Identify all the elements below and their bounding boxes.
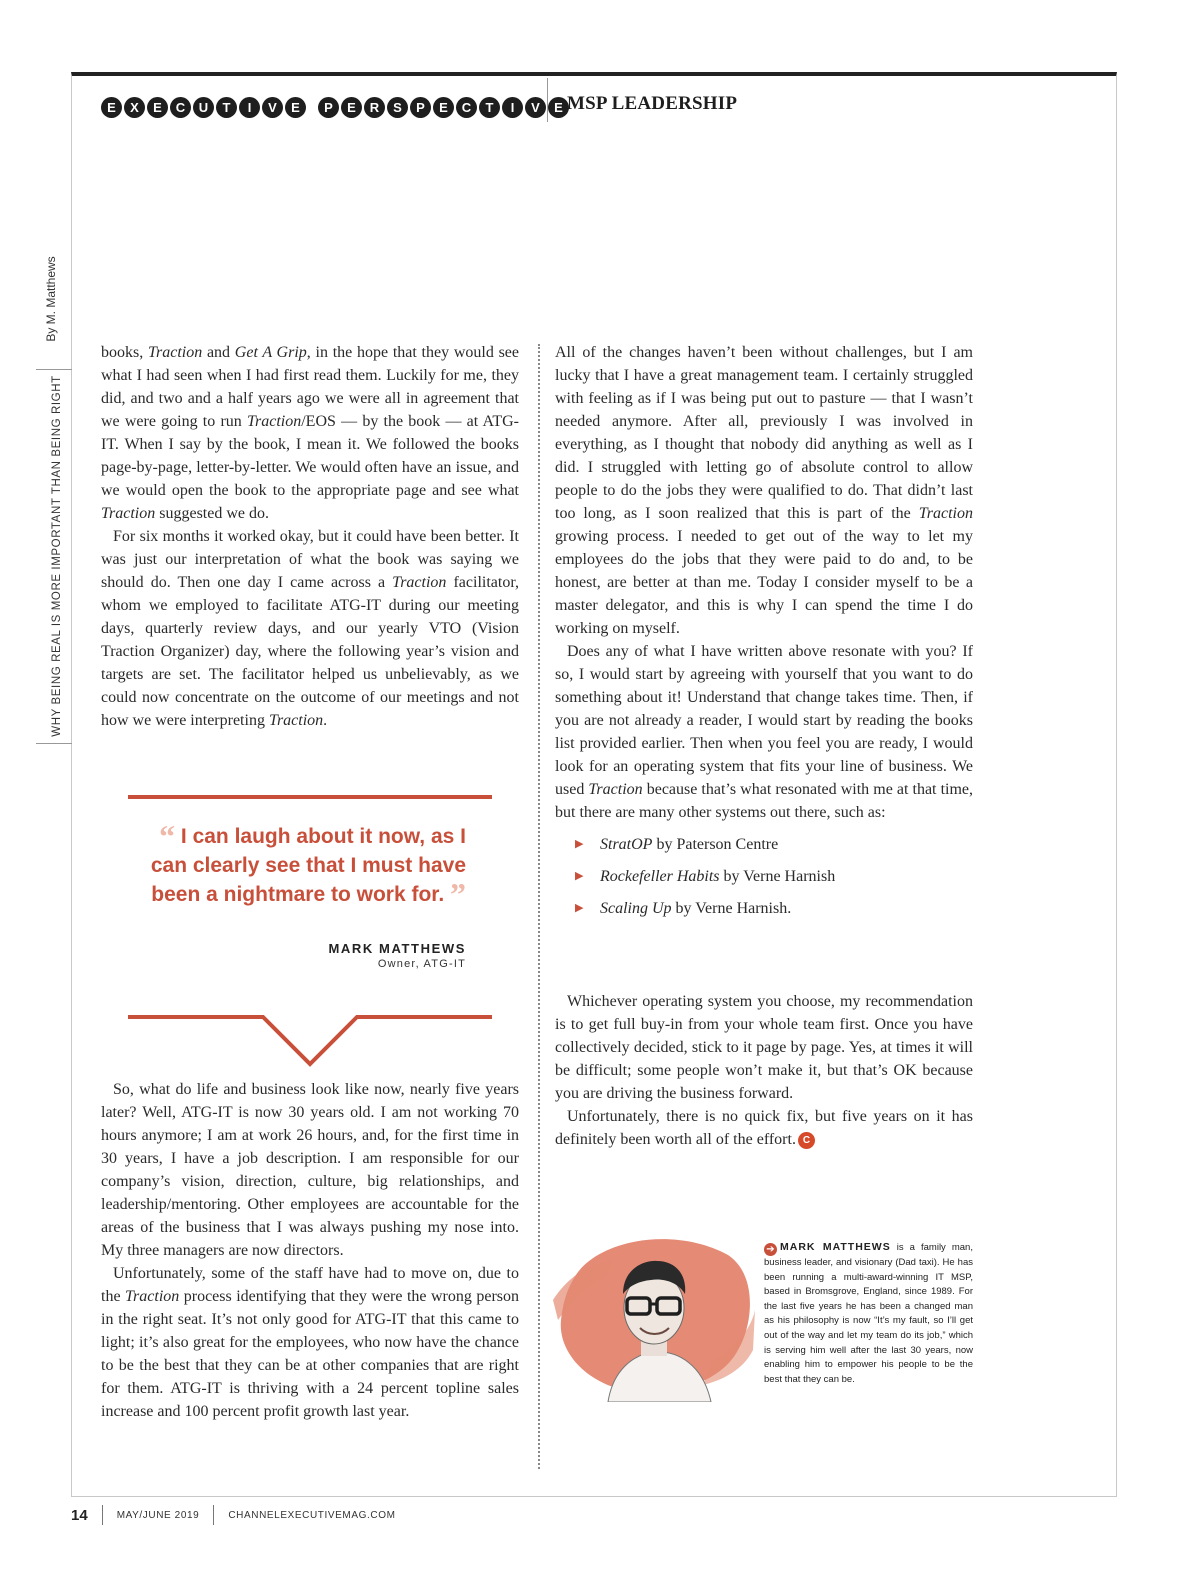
- paragraph: Whichever operating system you choose, my recommendation is to get full buy-in from your whole team first. Once you have collectively decided, stick to it page by page. Yes, at times it will be difficult; some people won’t make it, but that’s OK because you are driving the business forward.: [555, 993, 973, 1102]
- author-bio: ➔ MARK MATTHEWS is a family man, business leader, and visionary (Dad taxi). He has been running a multi-award-winning IT MSP, based in Bromsgrove, England, since 1989. For the last five years he has been a changed man as his philosophy is now “It’s my fault, so I’ll get out of the way and let my team do its job,” which is serving him well after the last 30 years, now enabling him to empower his people to be the best that they can be.: [764, 1241, 973, 1385]
- kicker-executive: [101, 97, 306, 118]
- paragraph: books, Traction and Get A Grip, in the hope that they would see what I had seen when I had first read them. Luckily for me, they did, and two and a half years ago we were all in agreement that we were going to run Traction/EOS — by the book — at ATG-IT. When I say by the book, I mean it. We followed the books page-by-page, letter-by-letter. We would often have an issue, and we would open the book to the appropriate page and see what Traction suggested we do.: [101, 344, 519, 522]
- kicker-letter: C: [456, 97, 477, 118]
- footer: [71, 1505, 396, 1525]
- triangle-bullet-icon: ▶: [575, 838, 584, 850]
- paragraph: Unfortunately, there is no quick fix, but five years on it has definitely been worth all of the effort. C: [555, 1108, 973, 1148]
- list-item: ▶ Scaling Up by Verne Harnish.: [555, 897, 973, 920]
- kicker-letter: V: [262, 97, 283, 118]
- open-quote-mark: “: [159, 818, 176, 854]
- kicker-letter: T: [479, 97, 500, 118]
- kicker-letter: R: [364, 97, 385, 118]
- paragraph: All of the changes haven’t been without challenges, but I am lucky that I have a great management team. I certainly struggled with feeling as if I was being put out to pasture — that I wasn’t needed anymore. After all, previously I was involved in everything, as I thought that nobody did anything as well as I did. I struggled with letting go of absolute control to allow people to do the jobs they were qualified to do. That didn’t last too long, as I soon realized that this is part of the Traction growing process. I needed to get out of the way to let my employees do the jobs that they were paid to do and, to be honest, are better at than me. Today I consider myself to be a master delegator, and this is why I can spend the time I do working on myself.: [555, 344, 973, 637]
- author-portrait: [553, 1230, 755, 1402]
- kicker-letter: E: [101, 97, 122, 118]
- kicker-letter: U: [193, 97, 214, 118]
- bio-name: MARK MATTHEWS: [780, 1241, 891, 1253]
- kicker-letter: E: [341, 97, 362, 118]
- kicker-letter: P: [410, 97, 431, 118]
- sidebar-rule-top: [36, 369, 72, 370]
- list-item: ▶ Rockefeller Habits by Verne Harnish: [555, 865, 973, 888]
- header-kicker: [101, 92, 569, 122]
- paragraph: For six months it worked okay, but it could have been better. It was just our interpretation of what the book was saying we should do. Then one day I came across a Traction facilitator, whom we employed to facilitate ATG-IT during our meeting days, quarterly review days, and our yearly VTO (Vision Traction Organizer) day, where the following year’s vision and targets are set. The facilitator helped us unbelievably, as we could now concentrate on the outcome of our meetings and not how we were interpreting Traction.: [101, 528, 520, 729]
- pull-quote-name: MARK MATTHEWS: [328, 941, 466, 956]
- kicker-letter: E: [548, 97, 569, 118]
- list-item: ▶ StratOP by Paterson Centre: [555, 833, 973, 856]
- pull-quote-top-rule: [128, 795, 492, 799]
- column-divider: [538, 344, 540, 1469]
- systems-list: [555, 833, 973, 920]
- arrow-right-icon: ➔: [764, 1243, 777, 1256]
- right-column: [555, 341, 973, 929]
- kicker-letter: E: [285, 97, 306, 118]
- end-of-article-icon: C: [798, 1132, 815, 1149]
- issue-date: MAY/JUNE 2019: [116, 1509, 200, 1521]
- byline-vertical: By M. Matthews: [44, 256, 58, 342]
- pull-quote-chevron-rule: [128, 1010, 494, 1072]
- kicker-letter: E: [433, 97, 454, 118]
- kicker-letter: I: [239, 97, 260, 118]
- kicker-perspective: [318, 97, 569, 118]
- left-column-top: [101, 341, 519, 732]
- paragraph: Unfortunately, some of the staff have had to move on, due to the Traction process identifying that they were the wrong person in the right seat. It’s not only good for ATG-IT that this came to light; it’s also great for the employees, who now have the chance to be the best that they can be at other companies that are right for them. ATG-IT is thriving with a 24 percent topline sales increase and 100 percent profit growth last year.: [101, 1265, 520, 1420]
- pull-quote-role: Owner, ATG-IT: [377, 958, 466, 970]
- kicker-letter: P: [318, 97, 339, 118]
- right-column-bottom: [555, 990, 973, 1151]
- footer-separator: [213, 1505, 214, 1525]
- kicker-letter: T: [216, 97, 237, 118]
- kicker-letter: I: [502, 97, 523, 118]
- left-column-bottom: [101, 1078, 519, 1423]
- header-divider: [547, 78, 548, 122]
- footer-separator: [102, 1505, 103, 1525]
- site-url: CHANNELEXECUTIVEMAG.COM: [228, 1509, 396, 1521]
- paragraph: Does any of what I have written above resonate with you? If so, I would start by agreeing with yourself that you want to do something about it! Understand that change takes time. Then, if you are not already a reader, I would start by reading the books list provided earlier. Then when you feel you are ready, I would look for an operating system that fits your line of business. We used Traction because that’s what resonated with me at that time, but there are many other systems out there, such as:: [555, 643, 974, 821]
- kicker-letter: C: [170, 97, 191, 118]
- article-title-vertical: WHY BEING REAL IS MORE IMPORTANT THAN BEING RIGHT: [51, 375, 63, 737]
- kicker-letter: X: [124, 97, 145, 118]
- pull-quote: “ I can laugh about it now, as I can clearly see that I must have been a nightmare to work for. ”: [150, 818, 466, 912]
- section-title: MSP LEADERSHIP: [567, 93, 738, 114]
- paragraph: So, what do life and business look like now, nearly five years later? Well, ATG-IT is now 30 years old. I am not working 70 hours anymore; I am at work 26 hours, and, for the first time in 30 years, I have a job description. I am responsible for our company’s vision, direction, culture, big relationships, and leadership/mentoring. Other employees are accountable for the areas of the business that I was always pushing my nose into. My three managers are now directors.: [101, 1081, 519, 1259]
- triangle-bullet-icon: ▶: [575, 902, 584, 914]
- sidebar-rule-bottom: [36, 743, 72, 744]
- triangle-bullet-icon: ▶: [575, 870, 584, 882]
- close-quote-mark: ”: [450, 876, 466, 912]
- kicker-letter: S: [387, 97, 408, 118]
- kicker-letter: V: [525, 97, 546, 118]
- kicker-letter: E: [147, 97, 168, 118]
- page-number: 14: [71, 1506, 88, 1524]
